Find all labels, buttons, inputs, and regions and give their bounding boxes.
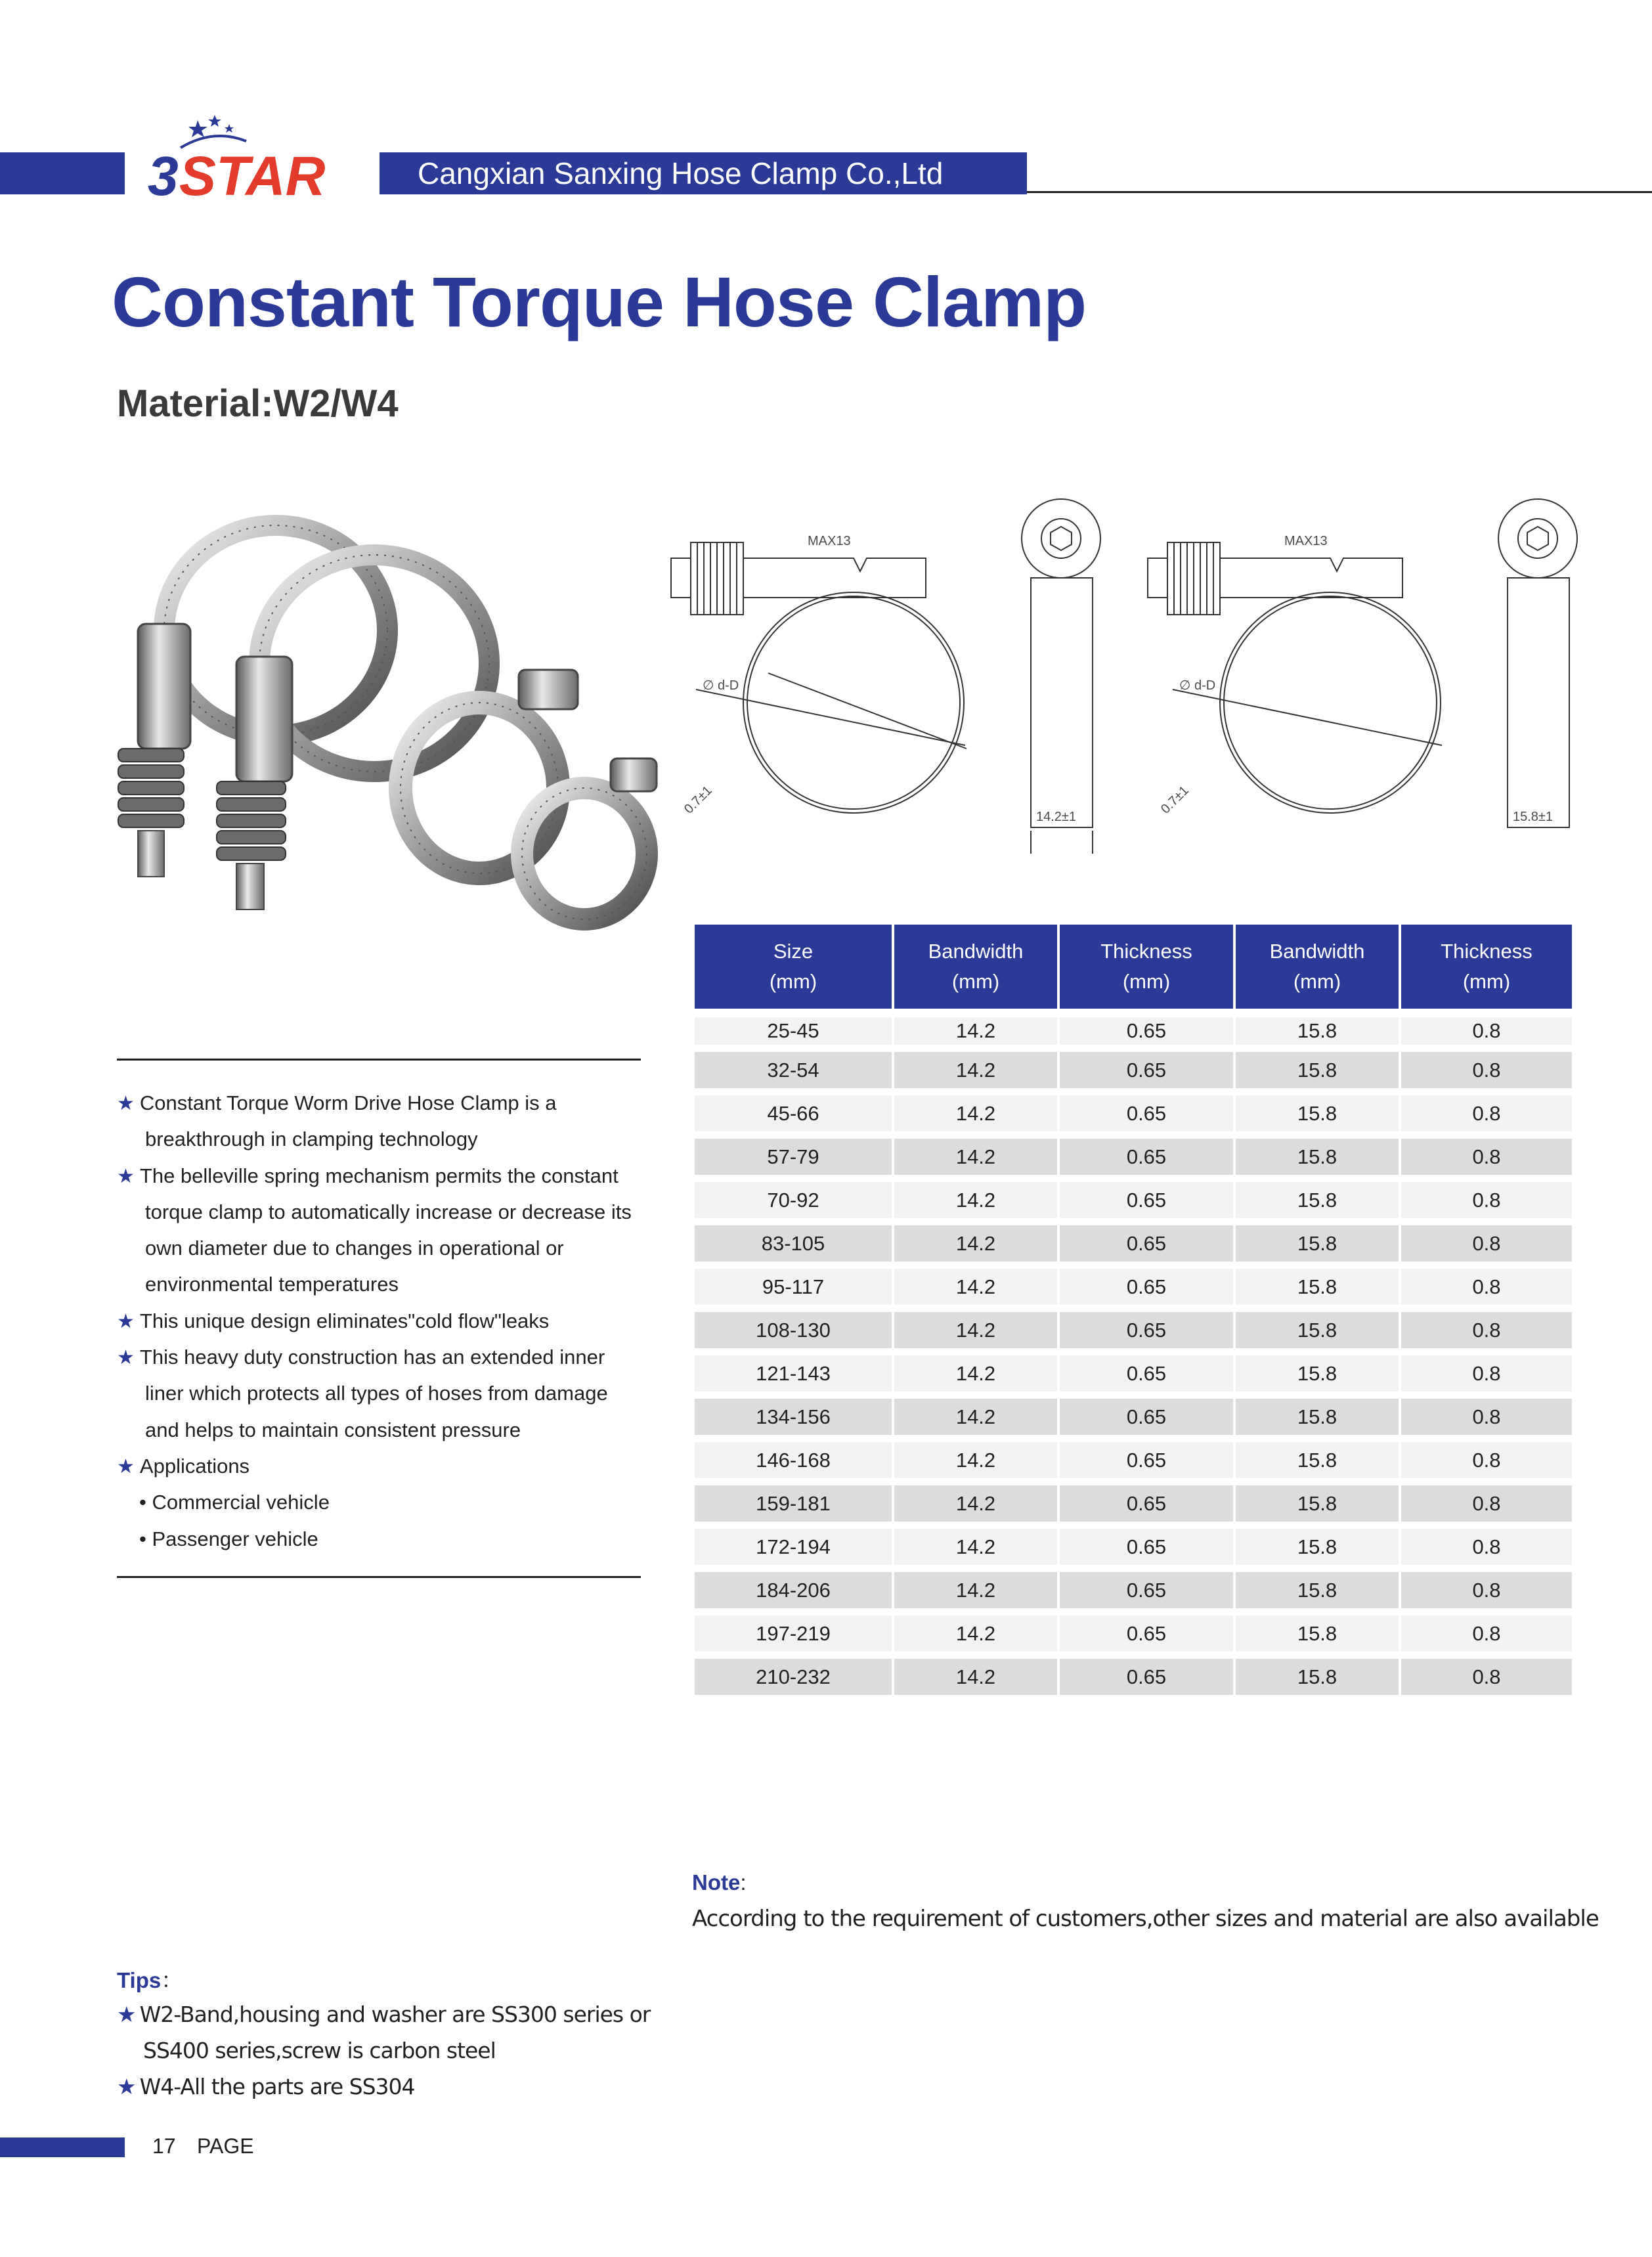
feature-line xyxy=(117,1484,655,1520)
table-cell: 45-66 xyxy=(695,1095,892,1139)
table-cell: 83-105 xyxy=(695,1225,892,1269)
spec-table xyxy=(692,925,1575,1702)
feature-text: torque clamp to automatically increase or decrease its xyxy=(145,1200,632,1223)
star-icon: ★ xyxy=(117,2074,136,2099)
table-row xyxy=(695,1659,1572,1702)
feature-text: This heavy duty construction has an extended inner xyxy=(139,1346,605,1369)
table-cell: 0.65 xyxy=(1060,1399,1233,1442)
table-cell: 0.65 xyxy=(1060,1095,1233,1139)
table-cell: 172-194 xyxy=(695,1529,892,1572)
star-icon: ★ xyxy=(117,1165,135,1187)
feature-text: Applications xyxy=(139,1454,250,1478)
table-row xyxy=(695,1225,1572,1269)
company-name: Cangxian Sanxing Hose Clamp Co.,Ltd xyxy=(418,156,944,190)
table-cell: 14.2 xyxy=(894,1529,1057,1572)
table-cell: 146-168 xyxy=(695,1442,892,1485)
table-cell: 14.2 xyxy=(894,1615,1057,1659)
table-cell: 0.65 xyxy=(1060,1182,1233,1225)
drawing-diameter-label: ∅ d-D xyxy=(1179,678,1216,693)
table-row xyxy=(695,1572,1572,1615)
table-row xyxy=(695,1182,1572,1225)
table-cell: 0.8 xyxy=(1401,1225,1572,1269)
table-cell: 14.2 xyxy=(894,1009,1057,1052)
table-cell: 14.2 xyxy=(894,1485,1057,1529)
star-icon: ★ xyxy=(117,1347,135,1369)
table-cell: 15.8 xyxy=(1236,1615,1399,1659)
tip-text: W4-All the parts are SS304 xyxy=(139,2074,415,2099)
header-rule xyxy=(1027,191,1652,193)
feature-line xyxy=(117,1339,655,1375)
tips-list xyxy=(117,1996,650,2105)
table-cell: 0.65 xyxy=(1060,1052,1233,1095)
table-cell: 0.8 xyxy=(1401,1095,1572,1139)
table-cell: 15.8 xyxy=(1236,1009,1399,1052)
feature-line xyxy=(117,1448,655,1484)
table-row xyxy=(695,1615,1572,1659)
features-top-rule xyxy=(117,1059,641,1061)
table-cell: 15.8 xyxy=(1236,1529,1399,1572)
page-label: PAGE xyxy=(197,2134,254,2158)
table-cell: 15.8 xyxy=(1236,1399,1399,1442)
table-cell: 0.8 xyxy=(1401,1052,1572,1095)
table-cell: 14.2 xyxy=(894,1572,1057,1615)
feature-line xyxy=(117,1194,655,1230)
table-row xyxy=(695,1529,1572,1572)
table-cell: 121-143 xyxy=(695,1355,892,1399)
table-cell: 0.65 xyxy=(1060,1225,1233,1269)
feature-line xyxy=(117,1375,655,1411)
tips-label: Tips： xyxy=(117,1968,183,1992)
feature-line xyxy=(117,1230,655,1266)
drawing-bandwidth-label: 14.2±1 xyxy=(1036,810,1077,824)
feature-text: breakthrough in clamping technology xyxy=(145,1128,478,1151)
table-row xyxy=(695,1269,1572,1312)
table-cell: 0.8 xyxy=(1401,1529,1572,1572)
table-cell: 14.2 xyxy=(894,1312,1057,1355)
feature-line xyxy=(117,1412,655,1448)
header-accent-bar xyxy=(0,152,125,194)
star-icon: ★ xyxy=(117,2002,136,2027)
feature-text: • Commercial vehicle xyxy=(139,1491,330,1514)
table-cell: 95-117 xyxy=(695,1269,892,1312)
table-cell: 0.65 xyxy=(1060,1355,1233,1399)
table-cell: 0.65 xyxy=(1060,1312,1233,1355)
features-list xyxy=(117,1085,655,1557)
feature-line xyxy=(117,1121,655,1157)
table-cell: 0.8 xyxy=(1401,1572,1572,1615)
table-cell: 0.8 xyxy=(1401,1182,1572,1225)
col-header-size: Size (mm) xyxy=(695,925,892,1009)
table-cell: 15.8 xyxy=(1236,1269,1399,1312)
feature-text: liner which protects all types of hoses from damage xyxy=(145,1382,608,1405)
table-cell: 0.8 xyxy=(1401,1355,1572,1399)
table-cell: 25-45 xyxy=(695,1009,892,1052)
tip-text: W2-Band,housing and washer are SS300 series or xyxy=(139,2002,651,2027)
feature-text: The belleville spring mechanism permits the constant xyxy=(139,1164,619,1187)
tip-text: SS400 series,screw is carbon steel xyxy=(143,2038,496,2063)
table-cell: 14.2 xyxy=(894,1355,1057,1399)
table-row xyxy=(695,1139,1572,1182)
table-cell: 0.65 xyxy=(1060,1529,1233,1572)
table-cell: 0.65 xyxy=(1060,1659,1233,1702)
table-cell: 197-219 xyxy=(695,1615,892,1659)
drawing-thickness-label: 0.7±1 xyxy=(1158,783,1192,817)
star-icon: ★ xyxy=(117,1455,135,1478)
table-cell: 210-232 xyxy=(695,1659,892,1702)
drawing-max-label: MAX13 xyxy=(1284,534,1328,548)
col-header-thickness-1: Thickness (mm) xyxy=(1060,925,1233,1009)
table-cell: 0.65 xyxy=(1060,1009,1233,1052)
table-row xyxy=(695,1355,1572,1399)
feature-line xyxy=(117,1158,655,1194)
feature-line xyxy=(117,1266,655,1302)
svg-text:STAR: STAR xyxy=(179,145,326,200)
table-cell: 15.8 xyxy=(1236,1225,1399,1269)
drawing-thickness-label: 0.7±1 xyxy=(681,783,715,817)
table-cell: 15.8 xyxy=(1236,1485,1399,1529)
table-cell: 14.2 xyxy=(894,1052,1057,1095)
technical-drawing-15-8 xyxy=(1140,486,1599,854)
table-cell: 184-206 xyxy=(695,1572,892,1615)
page-title: Constant Torque Hose Clamp xyxy=(112,262,1087,341)
col-header-bandwidth-1: Bandwidth (mm) xyxy=(894,925,1057,1009)
table-cell: 159-181 xyxy=(695,1485,892,1529)
table-cell: 14.2 xyxy=(894,1399,1057,1442)
table-cell: 14.2 xyxy=(894,1269,1057,1312)
feature-text: Constant Torque Worm Drive Hose Clamp is a xyxy=(139,1091,557,1114)
table-cell: 0.8 xyxy=(1401,1312,1572,1355)
table-row xyxy=(695,1399,1572,1442)
col-header-bandwidth-2: Bandwidth (mm) xyxy=(1236,925,1399,1009)
table-cell: 15.8 xyxy=(1236,1312,1399,1355)
footer-accent-bar xyxy=(0,2137,125,2157)
table-cell: 15.8 xyxy=(1236,1052,1399,1095)
table-row xyxy=(695,1052,1572,1095)
table-cell: 0.65 xyxy=(1060,1485,1233,1529)
feature-text: environmental temperatures xyxy=(145,1273,399,1296)
table-cell: 108-130 xyxy=(695,1312,892,1355)
table-row xyxy=(695,1442,1572,1485)
page-number: 17 xyxy=(152,2134,176,2158)
table-cell: 14.2 xyxy=(894,1182,1057,1225)
table-cell: 0.8 xyxy=(1401,1615,1572,1659)
table-cell: 0.65 xyxy=(1060,1139,1233,1182)
table-row xyxy=(695,1485,1572,1529)
table-cell: 15.8 xyxy=(1236,1442,1399,1485)
note-text: According to the requirement of customers,other sizes and material are also available xyxy=(692,1906,1599,1932)
table-cell: 14.2 xyxy=(894,1139,1057,1182)
feature-text: own diameter due to changes in operational or xyxy=(145,1237,564,1260)
table-cell: 0.8 xyxy=(1401,1269,1572,1312)
table-cell: 14.2 xyxy=(894,1095,1057,1139)
table-cell: 0.8 xyxy=(1401,1659,1572,1702)
svg-text:3: 3 xyxy=(148,145,179,200)
table-cell: 0.8 xyxy=(1401,1442,1572,1485)
feature-text: • Passenger vehicle xyxy=(139,1527,318,1550)
table-cell: 14.2 xyxy=(894,1659,1057,1702)
feature-text: and helps to maintain consistent pressure xyxy=(145,1418,521,1441)
table-cell: 14.2 xyxy=(894,1225,1057,1269)
product-photo xyxy=(112,499,663,932)
technical-drawing-14-2 xyxy=(663,486,1123,854)
feature-line xyxy=(117,1085,655,1121)
material-subtitle: Material:W2/W4 xyxy=(117,382,399,425)
table-cell: 0.65 xyxy=(1060,1615,1233,1659)
feature-line xyxy=(117,1521,655,1557)
table-cell: 0.65 xyxy=(1060,1442,1233,1485)
drawing-max-label: MAX13 xyxy=(808,534,851,548)
features-bottom-rule xyxy=(117,1576,641,1578)
table-cell: 0.8 xyxy=(1401,1485,1572,1529)
table-cell: 0.65 xyxy=(1060,1269,1233,1312)
table-header-row xyxy=(695,925,1572,1009)
table-cell: 57-79 xyxy=(695,1139,892,1182)
table-row xyxy=(695,1312,1572,1355)
table-cell: 0.8 xyxy=(1401,1139,1572,1182)
drawing-bandwidth-label: 15.8±1 xyxy=(1513,810,1554,824)
star-icon: ★ xyxy=(117,1093,135,1114)
table-row xyxy=(695,1095,1572,1139)
table-cell: 0.8 xyxy=(1401,1009,1572,1052)
table-row xyxy=(695,1009,1572,1052)
col-header-thickness-2: Thickness (mm) xyxy=(1401,925,1572,1009)
drawing-diameter-label: ∅ d-D xyxy=(703,678,739,693)
table-cell: 14.2 xyxy=(894,1442,1057,1485)
note-label: Note: xyxy=(692,1870,747,1895)
table-cell: 70-92 xyxy=(695,1182,892,1225)
tip-line xyxy=(117,1996,650,2032)
table-cell: 15.8 xyxy=(1236,1095,1399,1139)
tip-line xyxy=(117,2069,650,2105)
table-cell: 0.8 xyxy=(1401,1399,1572,1442)
table-cell: 15.8 xyxy=(1236,1572,1399,1615)
table-cell: 15.8 xyxy=(1236,1355,1399,1399)
company-logo xyxy=(141,108,358,200)
table-cell: 32-54 xyxy=(695,1052,892,1095)
table-cell: 0.65 xyxy=(1060,1572,1233,1615)
star-icon: ★ xyxy=(117,1310,135,1332)
table-cell: 15.8 xyxy=(1236,1139,1399,1182)
table-cell: 15.8 xyxy=(1236,1659,1399,1702)
table-cell: 134-156 xyxy=(695,1399,892,1442)
feature-line xyxy=(117,1303,655,1339)
tip-line xyxy=(117,2032,650,2069)
table-cell: 15.8 xyxy=(1236,1182,1399,1225)
feature-text: This unique design eliminates"cold flow"leaks xyxy=(139,1309,550,1332)
